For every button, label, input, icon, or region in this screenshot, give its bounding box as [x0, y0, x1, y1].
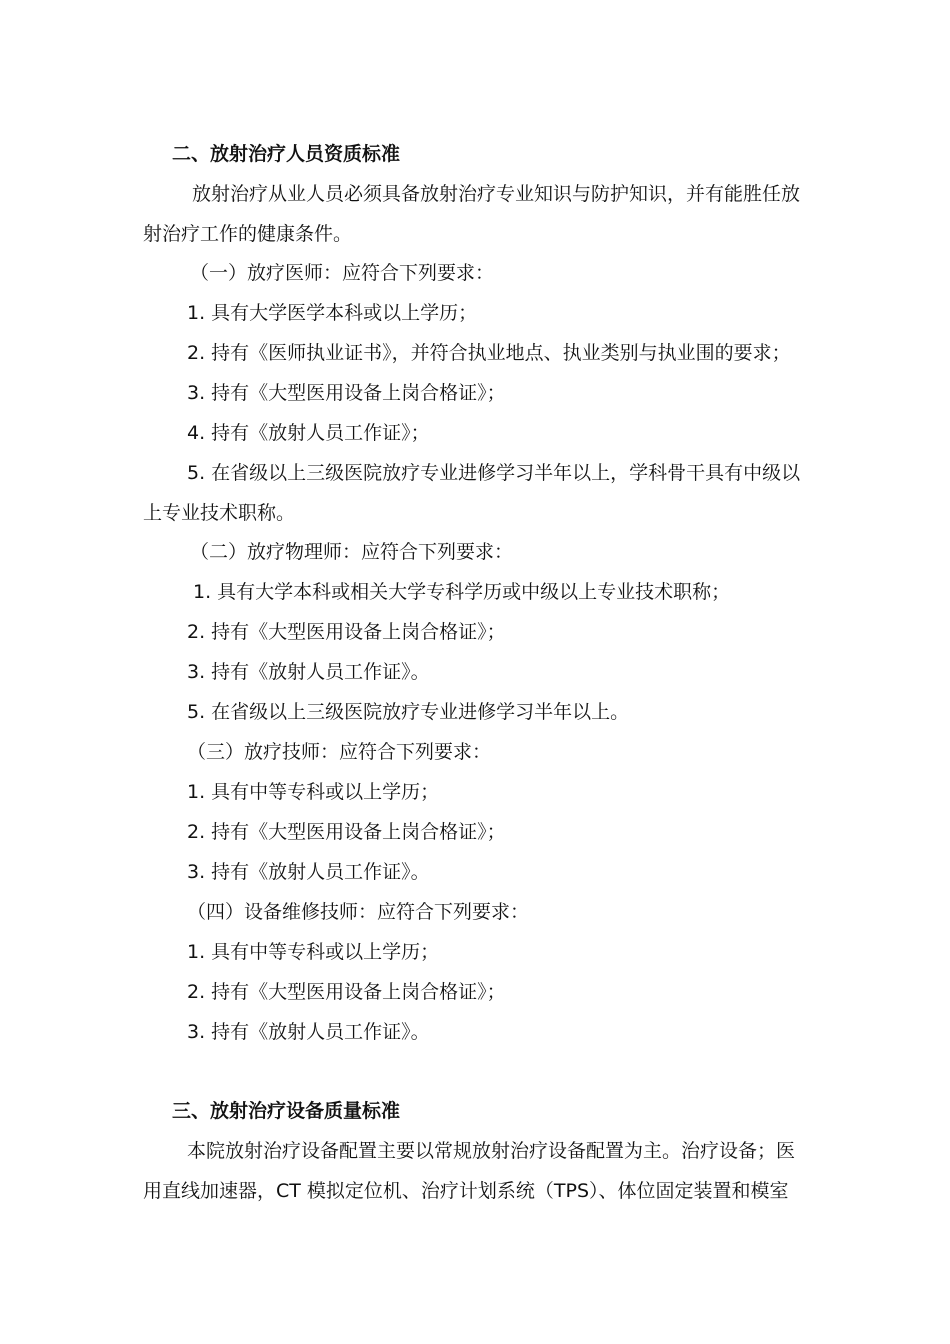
- maintenance-subheading: （四）设备维修技师：应符合下列要求：: [187, 901, 530, 923]
- physicist-item-1: 1. 具有大学本科或相关大学专科学历或中级以上专业技术职称；: [193, 581, 731, 603]
- physicist-item-2: 2. 持有《大型医用设备上岗合格证》；: [187, 621, 506, 643]
- section2-heading: 二、放射治疗人员资质标准: [172, 143, 401, 165]
- doctor-item-1: 1. 具有大学医学本科或以上学历；: [187, 302, 478, 324]
- technician-item-1: 1. 具有中等专科或以上学历；: [187, 781, 440, 803]
- technician-item-3: 3. 持有《放射人员工作证》。: [187, 861, 430, 883]
- doctor-item-2: 2. 持有《医师执业证书》，并符合执业地点、执业类别与执业围的要求；: [187, 342, 791, 364]
- technician-item-2: 2. 持有《大型医用设备上岗合格证》；: [187, 821, 506, 843]
- physicist-item-3: 3. 持有《放射人员工作证》。: [187, 661, 430, 683]
- doctor-subheading: （一）放疗医师：应符合下列要求：: [190, 262, 495, 284]
- section2-intro-line2: 射治疗工作的健康条件。: [143, 223, 353, 245]
- doctor-item-4: 4. 持有《放射人员工作证》；: [187, 422, 430, 444]
- section2-intro-line1: 放射治疗从业人员必须具备放射治疗专业知识与防护知识，并有能胜任放: [192, 183, 801, 205]
- doctor-item-5-continued: 上专业技术职称。: [143, 502, 296, 524]
- section3-line1: 本院放射治疗设备配置主要以常规放射治疗设备配置为主。治疗设备；医: [187, 1140, 796, 1162]
- doctor-item-3: 3. 持有《大型医用设备上岗合格证》；: [187, 382, 506, 404]
- maintenance-item-2: 2. 持有《大型医用设备上岗合格证》；: [187, 981, 506, 1003]
- maintenance-item-3: 3. 持有《放射人员工作证》。: [187, 1021, 430, 1043]
- doctor-item-5: 5. 在省级以上三级医院放疗专业进修学习半年以上，学科骨干具有中级以: [187, 462, 801, 484]
- technician-subheading: （三）放疗技师：应符合下列要求：: [187, 741, 492, 763]
- section3-line2: 用直线加速器，CT 模拟定位机、治疗计划系统（TPS）、体位固定装置和模室: [143, 1180, 789, 1202]
- physicist-item-5: 5. 在省级以上三级医院放疗专业进修学习半年以上。: [187, 701, 630, 723]
- physicist-subheading: （二）放疗物理师：应符合下列要求：: [190, 541, 514, 563]
- maintenance-item-1: 1. 具有中等专科或以上学历；: [187, 941, 440, 963]
- section3-heading: 三、放射治疗设备质量标准: [172, 1100, 401, 1122]
